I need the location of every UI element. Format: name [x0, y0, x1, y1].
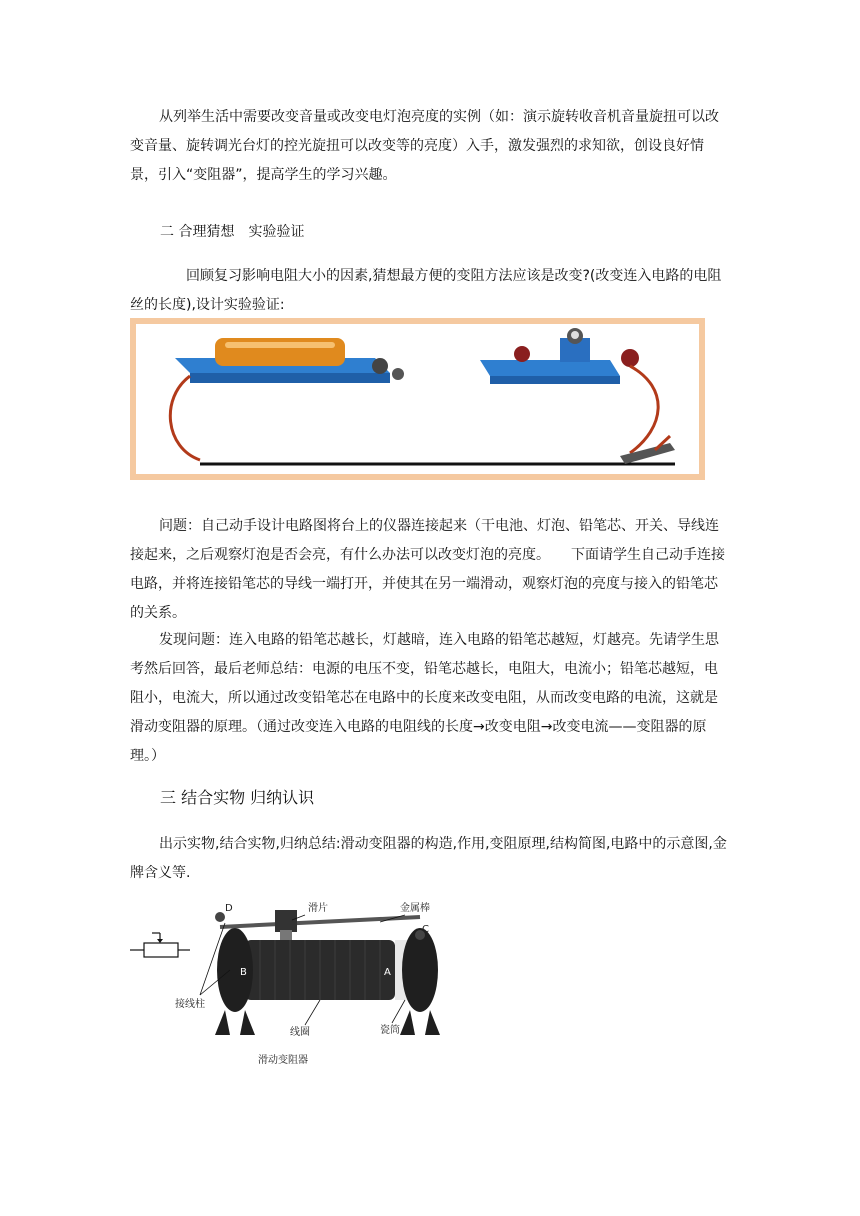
rheostat-figure	[130, 895, 460, 1070]
label-slider: 滑片	[308, 903, 328, 914]
metal-rod	[220, 917, 420, 927]
label-ceramic-tube: 瓷筒	[380, 1025, 400, 1036]
end-plate-right	[402, 928, 438, 1012]
label-coil: 线圈	[290, 1027, 310, 1038]
figure-caption: 滑动变阻器	[258, 1055, 308, 1066]
summary-paragraph: 出示实物,结合实物,归纳总结:滑动变阻器的构造,作用,变阻原理,结构简图,电路中的示意图,金牌含义等.	[130, 836, 727, 881]
binding-knob-icon	[372, 358, 388, 374]
lamp-holder	[480, 360, 620, 376]
section-2-heading: 二 合理猜想 实验验证	[160, 224, 305, 240]
rheostat-symbol-icon	[130, 933, 190, 957]
label-terminal-a: A	[384, 967, 391, 978]
slider	[275, 910, 297, 932]
label-binding-post: 接线柱	[175, 999, 205, 1010]
review-paragraph: 回顾复习影响电阻大小的因素,猜想最方便的变阻方法应该是改变?(改变连入电路的电阻丝的长度),设计实验验证:	[130, 268, 722, 313]
section-3-heading: 三 结合实物 归纳认识	[160, 788, 315, 807]
end-plate-left	[217, 928, 253, 1012]
finding-paragraph: 发现问题：连入电路的铅笔芯越长，灯越暗，连入电路的铅笔芯越短，灯越亮。先请学生思考然后回答，最后老师总结：电源的电压不变，铅笔芯越长，电阻大，电流小；铅笔芯越短，电阻小，电流大，所以通过改变铅笔芯在电路中的长度来改变电阻，从而改变电路的电流，这就是滑动变阻器的原理。（通过改变连入电路的电阻线的长度→改变电阻→改变电流——变阻器的原理。）	[130, 632, 719, 764]
label-terminal-b: B	[240, 967, 247, 978]
question-paragraph: 问题：自己动手设计电路图将台上的仪器连接起来（干电池、灯泡、铅笔芯、开关、导线连接起来，之后观察灯泡是否会亮，有什么办法可以改变灯泡的亮度。 下面请学生自己动手连接电路，并将连接铅笔芯的导线一端打开，并使其在另一端滑动，观察灯泡的亮度与接入的铅笔芯的关系。	[130, 518, 725, 621]
label-terminal-d: D	[225, 903, 233, 914]
terminal-d-post	[215, 912, 225, 922]
label-terminal-c: C	[422, 924, 429, 935]
intro-paragraph: 从列举生活中需要改变音量或改变电灯泡亮度的实例（如：演示旋转收音机音量旋扭可以改变音量、旋转调光台灯的控光旋扭可以改变等的亮度）入手，激发强烈的求知欲，创设良好情景，引入“变阻器”，提高学生的学习兴趣。	[130, 109, 719, 183]
circuit-apparatus-illustration	[130, 318, 705, 480]
circuit-apparatus-figure	[130, 318, 705, 480]
label-metal-rod: 金属棒	[400, 903, 430, 914]
rheostat-illustration	[130, 895, 460, 1070]
